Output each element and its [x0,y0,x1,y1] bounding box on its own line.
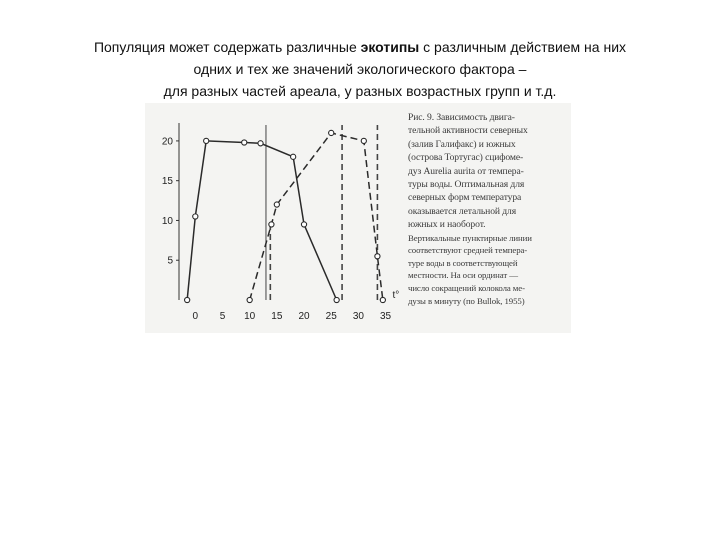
heading-line-2: одних и тех же значений экологического фактора – [193,61,527,77]
x-tick-label: 35 [380,311,392,322]
caption-note-line: местности. На оси ординат — [408,270,518,281]
northern-series-point [193,214,198,219]
caption-note-line: Вертикальные пунктирные линии [408,232,532,243]
x-tick-label: 20 [298,311,310,322]
heading-line-1 [0,36,720,58]
slide-heading [0,36,720,102]
x-tick-label: 10 [244,311,256,322]
southern-series-point [329,130,334,135]
northern-series-point [242,140,247,145]
x-tick-label: 0 [192,311,199,322]
x-tick-label: 15 [271,311,283,322]
caption-line: северных форм температура [408,192,522,204]
figure-panel [145,103,571,333]
y-tick-label: 5 [167,255,173,267]
caption-line: Рис. 9. Зависимость двига- [408,112,515,123]
heading-line-1-end: с различным действием на них [419,39,627,55]
southern-series-point [269,222,274,227]
southern-series-point [274,202,279,207]
caption-line: (острова Тортугас) сцифоме- [408,152,524,164]
southern-series-point [247,297,252,302]
y-tick-label: 10 [161,215,173,227]
northern-series-line [187,141,336,300]
northern-series-point [301,222,306,227]
southern-series-point [380,297,385,302]
northern-series-point [204,138,209,143]
southern-series-point [375,254,380,259]
northern-series-point [291,154,296,159]
caption-note-line: дузы в минуту (по Bullok, 1955) [408,295,525,306]
caption-line: южных и наоборот. [408,219,486,231]
northern-series-point [185,297,190,302]
heading-line-3: для разных частей ареала, у разных возрастных групп и т.д. [163,83,557,99]
heading-bold-term: экотипы [360,39,420,55]
northern-series-point [258,141,263,146]
x-unit-label: t° [392,290,400,301]
caption-note-line: число сокращений колокола ме- [408,283,525,294]
caption-line: оказывается летальной для [408,205,517,217]
y-tick-label: 15 [161,176,173,188]
figure-caption [408,111,568,307]
caption-note-line: туре воды в соответствующей [408,257,518,268]
heading-line-1-start: Популяция может содержать различные [93,39,361,55]
y-tick-label: 20 [161,136,173,148]
x-tick-label: 25 [325,311,337,322]
caption-note-line: соответствуют средней темпера- [408,245,528,256]
caption-line: туры воды. Оптимальная для [408,179,525,191]
caption-line: дуз Aurelia aurita от темпера- [408,165,524,177]
caption-line: тельной активности северных [408,125,528,137]
northern-series-point [334,297,339,302]
x-tick-label: 30 [352,311,364,322]
caption-line: (залив Галифакс) и южных [408,138,516,150]
southern-series-point [361,138,366,143]
x-tick-label: 5 [219,311,226,322]
activity-temperature-chart [145,103,407,333]
